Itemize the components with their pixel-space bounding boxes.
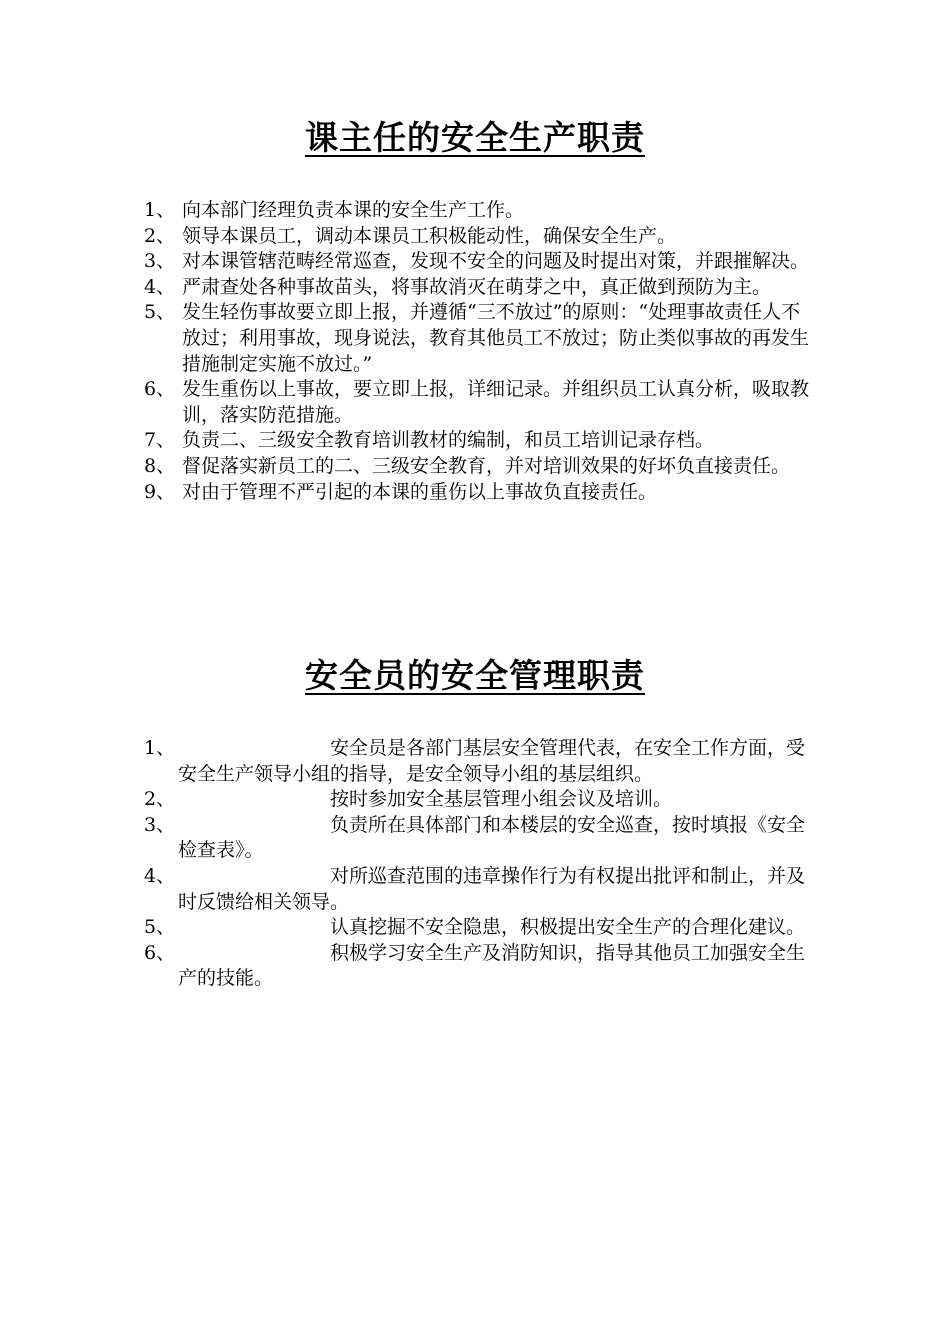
item-text: 发生重伤以上事故，要立即上报，详细记录。并组织员工认真分析，吸取教训，落实防范措施。	[182, 378, 810, 426]
item-number: 1、	[144, 199, 176, 221]
item-number: 2、	[144, 224, 176, 247]
item-text: 发生轻伤事故要立即上报，并遵循“三不放过”的原则：“处理事故责任人不放过；利用事故，现身说法，教育其他员工不放过；防止类似事故的再发生措施制定实施不放过。”	[182, 301, 810, 375]
list-item	[144, 198, 814, 224]
item-number: 3、	[144, 813, 176, 836]
list-item	[144, 377, 814, 428]
list-item	[144, 787, 814, 813]
list-item	[144, 864, 814, 915]
item-text: 对本课管辖范畴经常巡查，发现不安全的问题及时提出对策，并跟摧解决。	[182, 250, 810, 273]
item-number: 9、	[144, 480, 176, 503]
item-text: 负责所在具体部门和本楼层的安全巡查，按时填报《安全检查表》。	[178, 813, 806, 862]
item-text: 认真挖掘不安全隐患，积极提出安全生产的合理化建议。	[330, 916, 806, 939]
item-number: 3、	[144, 250, 176, 273]
item-number: 5、	[144, 916, 176, 939]
item-text: 积极学习安全生产及消防知识，指导其他员工加强安全生产的技能。	[178, 941, 806, 990]
section-2-duty-list	[144, 736, 814, 992]
item-text: 安全员是各部门基层安全管理代表，在安全工作方面，受安全生产领导小组的指导，是安全领导小组的基层组织。	[178, 737, 806, 785]
list-item	[144, 736, 814, 787]
section-1-duty-list	[144, 198, 814, 505]
item-text: 领导本课员工，调动本课员工积极能动性，确保安全生产。	[182, 224, 677, 247]
section-1-title	[0, 118, 950, 158]
list-item	[144, 813, 814, 864]
list-item	[144, 941, 814, 992]
item-number: 8、	[144, 454, 176, 477]
list-item	[144, 275, 814, 301]
section-2-title	[0, 656, 950, 696]
list-item	[144, 300, 814, 377]
list-item	[144, 480, 814, 506]
item-text: 对所巡查范围的违章操作行为有权提出批评和制止，并及时反馈给相关领导。	[178, 864, 806, 913]
item-number: 4、	[144, 275, 176, 298]
section-2-title-text: 安全员的安全管理职责	[305, 656, 645, 695]
item-number: 6、	[144, 941, 176, 964]
list-item	[144, 454, 814, 480]
item-text: 按时参加安全基层管理小组会议及培训。	[330, 788, 673, 811]
item-number: 4、	[144, 864, 176, 887]
section-1-title-text: 课主任的安全生产职责	[305, 118, 645, 157]
item-number: 6、	[144, 378, 176, 401]
list-item	[144, 224, 814, 250]
item-text: 对由于管理不严引起的本课的重伤以上事故负直接责任。	[182, 480, 658, 503]
item-text: 督促落实新员工的二、三级安全教育，并对培训效果的好坏负直接责任。	[182, 454, 791, 477]
item-number: 2、	[144, 788, 176, 811]
list-item	[144, 915, 814, 941]
item-number: 7、	[144, 429, 176, 452]
list-item	[144, 249, 814, 275]
item-text: 向本部门经理负责本课的安全生产工作。	[182, 199, 525, 221]
item-text: 负责二、三级安全教育培训教材的编制，和员工培训记录存档。	[182, 429, 715, 452]
list-item	[144, 428, 814, 454]
item-number: 5、	[144, 301, 176, 324]
item-number: 1、	[144, 737, 176, 759]
item-text: 严肃查处各种事故苗头，将事故消灭在萌芽之中，真正做到预防为主。	[182, 275, 772, 298]
